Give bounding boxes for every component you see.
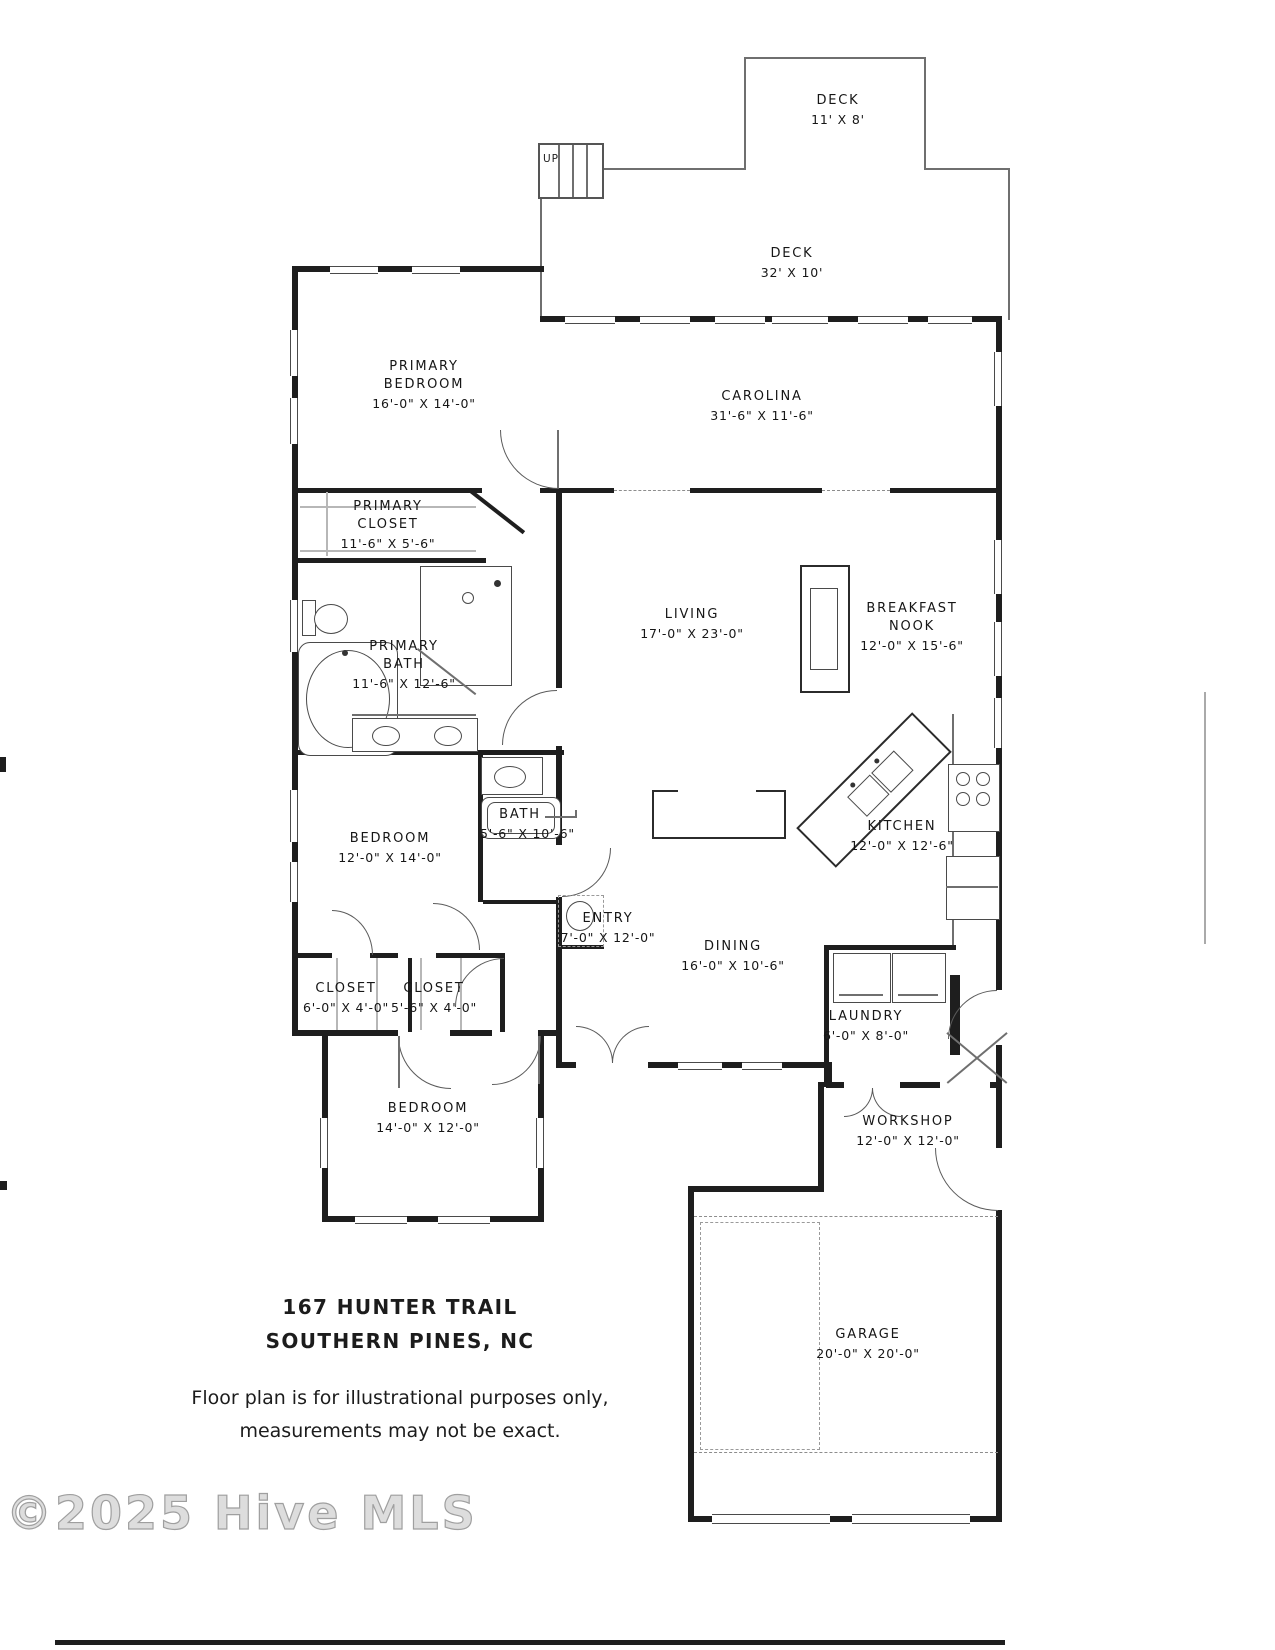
room-name: BEDROOM: [387, 1101, 469, 1116]
window: [355, 1216, 407, 1224]
window: [858, 316, 908, 324]
room-dims: 20'-0" X 20'-0": [816, 1346, 920, 1362]
door-leaf: [557, 430, 559, 488]
sink-icon: [494, 766, 526, 788]
wall: [890, 488, 1002, 493]
window: [330, 266, 378, 274]
room-label-bath: [480, 806, 575, 842]
room-label-primary-closet: [327, 498, 449, 551]
deck-door: [772, 316, 828, 324]
garage-door: [852, 1514, 970, 1524]
room-label-garage: [788, 1326, 948, 1361]
room-name: BEDROOM: [349, 831, 431, 846]
wall: [478, 900, 562, 904]
front-door-arc: [612, 1026, 649, 1063]
stair-tread: [586, 145, 588, 197]
wall: [450, 1030, 492, 1036]
deck-upper-wall-right: [924, 57, 926, 170]
room-dims: 16'-0" X 10'-6": [681, 958, 785, 974]
toilet-icon: [314, 604, 348, 634]
room-name: ENTRY: [582, 911, 634, 926]
window: [994, 698, 1002, 748]
room-label-primary-bedroom: [363, 358, 485, 411]
room-label-laundry: [806, 1008, 926, 1043]
window: [565, 316, 615, 324]
door-arc: [398, 1036, 451, 1089]
scan-artifact: [0, 1181, 7, 1190]
window: [536, 1118, 544, 1168]
room-label-entry: [553, 910, 663, 945]
room-name: PRIMARY BATH: [369, 639, 439, 673]
room-label-breakfast-nook: [852, 600, 972, 653]
vanity-backsplash: [352, 714, 476, 716]
window: [290, 862, 298, 902]
window: [678, 1062, 722, 1070]
room-name: DECK: [770, 246, 814, 261]
room-dims: 12'-0" X 15'-6": [860, 638, 964, 654]
room-dims: 11' X 8': [811, 112, 865, 128]
window: [994, 352, 1002, 406]
room-label-closet-right: [389, 980, 479, 1015]
wall: [688, 1186, 824, 1192]
room-name: CLOSET: [403, 981, 465, 996]
room-name: PRIMARY CLOSET: [353, 499, 423, 533]
room-name: LAUNDRY: [828, 1009, 904, 1024]
address-line-1: 167 HUNTER TRAIL: [282, 1295, 518, 1319]
room-dims: 12'-0" X 12'-6": [850, 838, 954, 854]
fridge-divider: [946, 886, 998, 888]
living-console: [652, 790, 786, 839]
door-arc: [935, 1148, 998, 1211]
room-dims: 6'-0" X 4'-0": [302, 1000, 390, 1016]
room-dims: 5'-6" X 4'-0": [390, 1000, 478, 1016]
wall: [540, 488, 614, 493]
door-arc: [433, 903, 480, 950]
x-door: [938, 1032, 998, 1084]
wall: [690, 488, 822, 493]
wall: [292, 953, 332, 958]
shower-head-dot: [494, 580, 501, 587]
scan-artifact: [0, 757, 6, 772]
room-label-closet-left: [301, 980, 391, 1015]
wall: [468, 488, 526, 534]
burner: [956, 772, 970, 786]
burner: [976, 772, 990, 786]
window: [928, 316, 972, 324]
room-label-deck-lower: [727, 245, 857, 280]
room-dims: 11'-6" X 5'-6": [340, 536, 436, 552]
address-block: [170, 1290, 630, 1358]
room-name: KITCHEN: [867, 819, 937, 834]
room-label-living: [617, 606, 767, 641]
garage-boundary-dashed: [694, 1216, 998, 1217]
room-label-workshop: [828, 1113, 988, 1148]
room-label-bedroom-bottom: [343, 1100, 513, 1135]
door-leaf: [398, 1036, 400, 1088]
room-dims: 32' X 10': [760, 265, 824, 281]
shower-drain: [462, 592, 474, 604]
room-name: WORKSHOP: [862, 1114, 954, 1129]
room-dims: 12'-0" X 12'-0": [856, 1133, 960, 1149]
room-name: BATH: [499, 807, 541, 822]
sink-icon: [372, 726, 400, 746]
room-dims: 14'-0" X 12'-0": [376, 1120, 480, 1136]
window: [742, 1062, 782, 1070]
window: [994, 622, 1002, 676]
window: [290, 330, 298, 376]
room-label-kitchen: [822, 818, 982, 853]
room-dims: 16'-0" X 14'-0": [372, 396, 476, 412]
wall: [292, 1030, 326, 1036]
door-leaf: [538, 1036, 540, 1084]
door-arc: [562, 848, 611, 897]
room-name: DECK: [816, 93, 860, 108]
room-name: GARAGE: [835, 1327, 901, 1342]
deck-upper-wall-left: [744, 57, 746, 170]
living-console-opening: [678, 788, 756, 792]
disclaimer-line-1: Floor plan is for illustrational purposes only,: [191, 1387, 609, 1409]
wall: [292, 488, 482, 493]
deck-lower-wall-right: [1008, 168, 1010, 320]
room-dims: 12'-0" X 14'-0": [338, 850, 442, 866]
door-arc: [332, 910, 373, 955]
room-dims: 17'-0" X 23'-0": [640, 626, 744, 642]
garage-door: [712, 1514, 830, 1524]
washer-detail: [839, 994, 883, 996]
room-label-dining: [653, 938, 813, 973]
room-dims: 7'-0" X 12'-0": [560, 930, 656, 946]
room-label-bedroom-mid: [305, 830, 475, 865]
room-label-carolina: [652, 388, 872, 423]
wall: [436, 953, 504, 958]
window: [640, 316, 690, 324]
wall: [292, 558, 486, 563]
room-dims: 5'-6" X 10'-6": [480, 826, 575, 842]
room-name: PRIMARY BEDROOM: [383, 359, 465, 393]
faucet-dot: [342, 650, 348, 656]
room-name: CAROLINA: [721, 389, 803, 404]
watermark: ©2025 Hive MLS: [6, 1486, 478, 1540]
disclaimer-line-2: measurements may not be exact.: [239, 1420, 561, 1443]
wall: [996, 1070, 1002, 1522]
dryer-detail: [898, 994, 938, 996]
stair-tread: [572, 145, 574, 197]
door-arc: [502, 690, 557, 745]
room-dims: 11'-6" X 12'-6": [352, 676, 456, 692]
colonnade-dashed: [822, 490, 890, 491]
burner: [976, 792, 990, 806]
colonnade-dashed: [614, 490, 690, 491]
scan-artifact: [1204, 692, 1206, 944]
stairs: [538, 143, 604, 199]
wall: [996, 316, 1002, 1070]
disclaimer-block: [130, 1382, 670, 1449]
scan-artifact: [55, 1640, 1005, 1645]
wall: [322, 1030, 398, 1036]
sink-icon: [434, 726, 462, 746]
window: [994, 540, 1002, 594]
room-name: CLOSET: [315, 981, 377, 996]
wall: [688, 1186, 694, 1522]
window: [715, 316, 765, 324]
address-line-2: SOUTHERN PINES, NC: [265, 1329, 535, 1353]
wall: [370, 953, 398, 958]
room-dims: 6'-0" X 8'-0": [822, 1028, 910, 1044]
window: [290, 790, 298, 842]
fireplace-firebox: [810, 588, 838, 670]
window: [290, 600, 298, 652]
stairs-up-label: UP: [543, 153, 560, 165]
wall: [824, 945, 956, 950]
room-label-deck-upper: [778, 92, 898, 127]
deck-upper-wall-top: [744, 57, 926, 59]
room-label-primary-bath: [349, 638, 459, 691]
window: [320, 1118, 328, 1168]
room-dims: 31'-6" X 11'-6": [710, 408, 814, 424]
door-arc: [492, 1036, 541, 1085]
window: [290, 398, 298, 444]
room-name: DINING: [703, 939, 762, 954]
room-name: LIVING: [664, 607, 720, 622]
garage-dashed-line: [694, 1452, 998, 1453]
door-arc: [500, 430, 559, 489]
front-door-arc: [576, 1026, 613, 1063]
fridge-icon: [946, 856, 1000, 920]
burner: [956, 792, 970, 806]
deck-lower-wall-top-right: [924, 168, 1010, 170]
wall: [818, 1082, 824, 1192]
room-name: BREAKFAST NOOK: [866, 601, 958, 635]
label-leader: [575, 810, 577, 818]
window: [412, 266, 460, 274]
window: [438, 1216, 490, 1224]
